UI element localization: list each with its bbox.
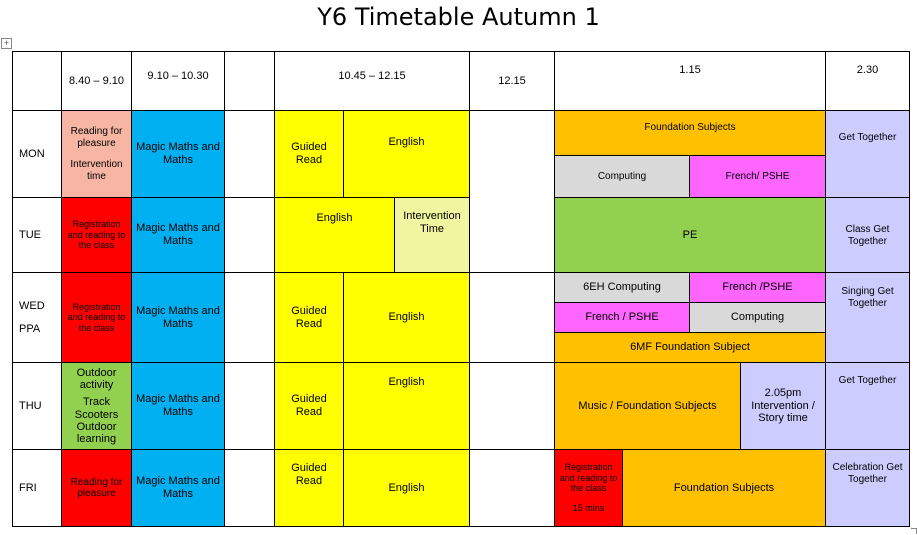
fri-registration-label: Registration and reading to the class xyxy=(559,462,618,493)
table-move-handle-icon[interactable]: + xyxy=(1,38,12,49)
thu-early-label-2: Track Scooters xyxy=(74,396,119,421)
tue-pe-cell xyxy=(554,197,826,273)
wed-6mf-foundation-cell xyxy=(554,332,826,363)
thu-late-label: Get Together xyxy=(838,375,897,386)
mon-maths-cell xyxy=(131,110,225,198)
wed-early-cell xyxy=(61,272,132,363)
thu-intervention-cell xyxy=(740,362,826,450)
day-wed-ppa-label: PPA xyxy=(19,322,41,335)
thu-guided-label: Guided Read xyxy=(291,393,327,418)
tue-early-label: Registration and reading to the class xyxy=(67,219,126,251)
thu-guided-cell xyxy=(274,362,344,450)
thu-break-cell xyxy=(224,362,275,450)
wed-late-label: Singing Get Together xyxy=(841,286,894,309)
thu-english-cell xyxy=(343,362,470,450)
tue-late-cell xyxy=(825,197,910,273)
thu-early-label-1: Outdoor activity xyxy=(76,367,117,392)
thu-intervention-label: 2.05pm Intervention / Story time xyxy=(751,387,815,425)
fri-english-label: English xyxy=(388,481,425,494)
fri-early-label: Reading for pleasure xyxy=(70,476,123,499)
wed-english-cell xyxy=(343,272,470,363)
header-time-2-label: 9.10 – 10.30 xyxy=(147,70,209,82)
thu-late-cell xyxy=(825,362,910,450)
day-fri xyxy=(12,449,62,527)
header-time-4-label: 12.15 xyxy=(498,74,526,87)
thu-english-label: English xyxy=(388,376,425,388)
wed-early-label: Registration and reading to the class xyxy=(67,301,126,333)
wed-break-cell xyxy=(224,272,275,363)
thu-maths-label: Magic Maths and Maths xyxy=(136,393,220,418)
mon-computing-cell xyxy=(554,155,690,198)
wed-computing-2-cell xyxy=(689,302,826,333)
wed-french-2-label: French / PSHE xyxy=(585,311,659,324)
fri-guided-cell xyxy=(274,449,344,527)
wed-6eh-computing-cell xyxy=(554,272,690,303)
tue-pe-label: PE xyxy=(682,228,698,241)
fri-english-cell xyxy=(343,449,470,527)
day-fri-label: FRI xyxy=(19,481,37,494)
wed-french-2-cell xyxy=(554,302,690,333)
mon-early-label-2: Intervention time xyxy=(70,159,123,182)
header-time-1 xyxy=(61,51,132,111)
header-time-6-label: 2.30 xyxy=(856,64,879,76)
header-time-5 xyxy=(554,51,826,111)
wed-guided-cell xyxy=(274,272,344,363)
thu-early-cell xyxy=(61,362,132,450)
fri-foundation-cell xyxy=(622,449,826,527)
mon-foundation-label: Foundation Subjects xyxy=(644,122,736,133)
wed-maths-cell xyxy=(131,272,225,363)
fri-foundation-label: Foundation Subjects xyxy=(673,481,775,494)
wed-guided-label: Guided Read xyxy=(291,304,327,330)
wed-6eh-computing-label: 6EH Computing xyxy=(583,281,661,294)
header-time-6 xyxy=(825,51,910,111)
thu-early-label-3: Outdoor learning xyxy=(76,420,117,445)
fri-break-cell xyxy=(224,449,275,527)
fri-early-cell xyxy=(61,449,132,527)
thu-music-label: Music / Foundation Subjects xyxy=(578,399,717,412)
tue-intervention-cell xyxy=(394,197,470,273)
tue-early-cell xyxy=(61,197,132,273)
mon-early-cell xyxy=(61,110,132,198)
mon-foundation-cell xyxy=(554,110,826,156)
header-time-1-label: 8.40 – 9.10 xyxy=(68,74,125,87)
wed-late-cell xyxy=(825,272,910,363)
mon-break-cell xyxy=(224,110,275,198)
thu-maths-cell xyxy=(131,362,225,450)
fri-lunch-cell xyxy=(469,449,555,527)
tue-late-label: Class Get Together xyxy=(845,224,890,247)
mon-guided-label: Guided Read xyxy=(291,141,327,166)
day-tue xyxy=(12,197,62,273)
wed-english-label: English xyxy=(388,311,425,324)
day-wed xyxy=(12,272,62,363)
table-resize-handle[interactable] xyxy=(911,528,917,534)
header-time-2 xyxy=(131,51,225,111)
fri-late-label: Celebration Get Together xyxy=(832,462,903,485)
fri-registration-cell xyxy=(554,449,623,527)
mon-guided-cell xyxy=(274,110,344,198)
fri-mins-label: 15 mins xyxy=(572,503,605,514)
mon-english-label: English xyxy=(388,136,425,148)
mon-french-cell xyxy=(689,155,826,198)
thu-lunch-cell xyxy=(469,362,555,450)
tue-maths-cell xyxy=(131,197,225,273)
day-mon-label: MON xyxy=(19,147,45,160)
tue-lunch-cell xyxy=(469,197,555,273)
tue-english-label: English xyxy=(316,212,353,224)
mon-french-label: French/ PSHE xyxy=(725,170,790,182)
thu-music-cell xyxy=(554,362,741,450)
wed-french-1-label: French /PSHE xyxy=(722,281,793,294)
tue-maths-label: Magic Maths and Maths xyxy=(136,222,220,247)
wed-6mf-foundation-label: 6MF Foundation Subject xyxy=(630,341,750,354)
tue-break-cell xyxy=(224,197,275,273)
mon-late-cell xyxy=(825,110,910,198)
mon-computing-label: Computing xyxy=(597,170,647,182)
header-corner xyxy=(12,51,62,111)
header-time-4 xyxy=(469,51,555,111)
day-thu xyxy=(12,362,62,450)
wed-lunch-cell xyxy=(469,272,555,363)
mon-english-cell xyxy=(343,110,470,198)
tue-intervention-label: Intervention Time xyxy=(403,210,461,235)
day-tue-label: TUE xyxy=(19,228,41,241)
header-time-3-label: 10.45 – 12.15 xyxy=(338,70,406,82)
header-time-3 xyxy=(274,51,470,111)
fri-guided-label: Guided Read xyxy=(291,462,327,487)
page-title: Y6 Timetable Autumn 1 xyxy=(317,3,600,31)
mon-lunch-cell xyxy=(469,110,555,198)
header-time-5-label: 1.15 xyxy=(679,64,701,76)
tue-english-cell xyxy=(274,197,395,273)
fri-maths-label: Magic Maths and Maths xyxy=(136,475,220,500)
fri-maths-cell xyxy=(131,449,225,527)
wed-maths-label: Magic Maths and Maths xyxy=(136,304,220,330)
mon-late-label: Get Together xyxy=(838,132,897,143)
mon-early-label-1: Reading for pleasure xyxy=(70,126,123,149)
wed-french-1-cell xyxy=(689,272,826,303)
day-mon xyxy=(12,110,62,198)
day-wed-label: WED xyxy=(19,299,45,312)
mon-maths-label: Magic Maths and Maths xyxy=(136,141,220,166)
header-break-1 xyxy=(224,51,275,111)
fri-late-cell xyxy=(825,449,910,527)
day-thu-label: THU xyxy=(19,399,42,412)
wed-computing-2-label: Computing xyxy=(730,311,785,324)
